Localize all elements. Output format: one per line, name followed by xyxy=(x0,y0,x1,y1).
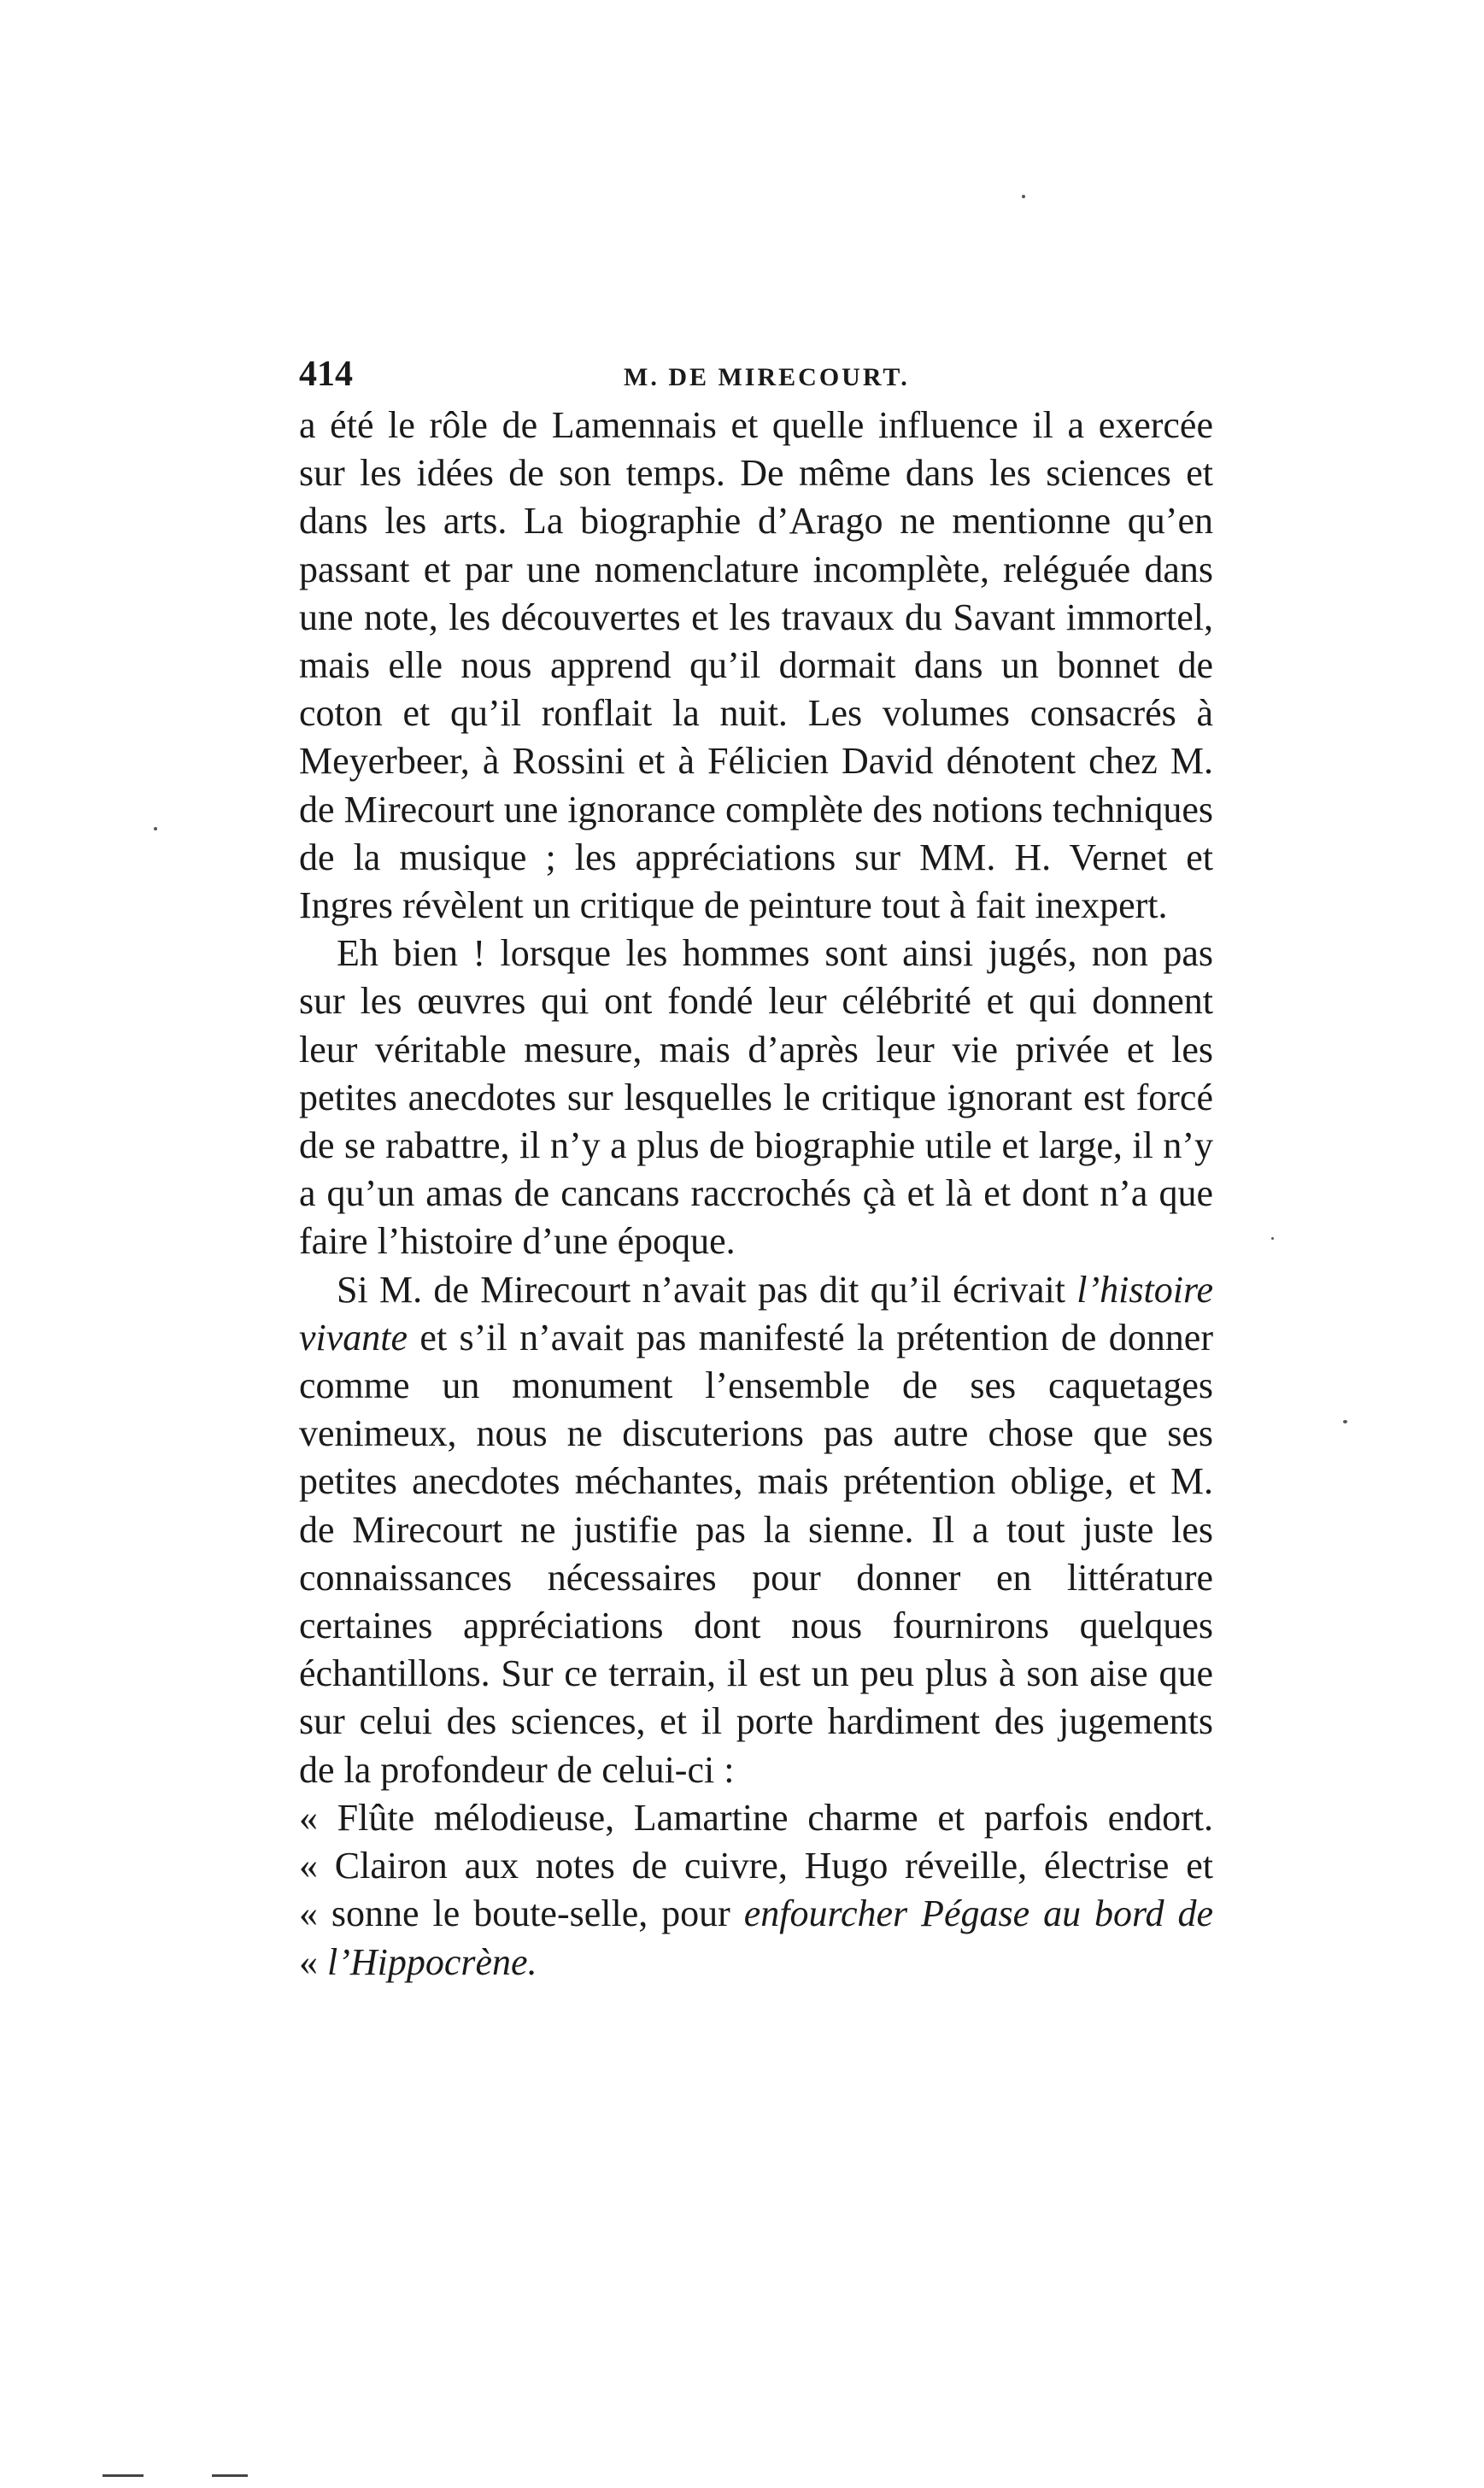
quote-line-3-italic: enfourcher Pégase au bord de xyxy=(743,1892,1213,1935)
page-edge-mark xyxy=(212,2474,248,2477)
paragraph-3 xyxy=(299,1266,1213,1794)
quote-line-2: « Clairon aux notes de cuivre, Hugo réveille, électrise et xyxy=(299,1845,1213,1887)
body-text xyxy=(299,402,1213,1986)
quote-line-3-text: « sonne le boute-selle, pour xyxy=(299,1892,744,1935)
quote-line-3 xyxy=(299,1890,1213,1938)
quotation-block xyxy=(299,1794,1213,1986)
paper-speck xyxy=(1343,1420,1347,1423)
paragraph-3-italic-phrase: l’histoire vivante xyxy=(299,1268,1213,1358)
page-number: 414 xyxy=(299,355,353,394)
quote-line-4-mark: « xyxy=(299,1940,327,1983)
paper-speck xyxy=(154,827,157,830)
quote-line-1: « Flûte mélodieuse, Lamartine charme et parfois endort. xyxy=(299,1796,1213,1839)
quote-line-4 xyxy=(299,1939,1213,1986)
page-edge-mark xyxy=(103,2474,144,2477)
quote-line-4-italic: l’Hippocrène. xyxy=(327,1940,537,1983)
paper-speck xyxy=(1271,1237,1274,1240)
paragraph-2: Eh bien ! lorsque les hommes sont ainsi jugés, non pas sur les œuvres qui ont fondé leur célébrité et qui donnent leur véritable mesure, mais d’après leur vie privée et les petites anecdotes sur lesquelles le critique ignorant est forcé de se rabattre, il n’y a plus de biographie utile et large, il n’y a qu’un amas de cancans raccrochés çà et là et dont n’a que faire l’histoire d’une époque. xyxy=(299,932,1213,1263)
running-head xyxy=(299,349,1213,400)
paragraph-3-text-start: Si M. de Mirecourt n’avait pas dit qu’il écrivait xyxy=(337,1268,1077,1311)
paragraph-1: a été le rôle de Lamennais et quelle influence il a exercée sur les idées de son temps. De même dans les sciences et dans les arts. La biographie d’Arago ne mentionne qu’en passant et par une nomenclature incomplète, reléguée dans une note, les découvertes et les travaux du Savant immortel, mais elle nous apprend qu’il dormait dans un bonnet de coton et qu’il ronflait la nuit. Les volumes consacrés à Meyerbeer, à Rossini et à Félicien David dénotent chez M. de Mirecourt une ignorance complète des notions techniques de la musique ; les appréciations sur MM. H. Vernet et Ingres révèlent un critique de peinture tout à fait inexpert. xyxy=(299,404,1213,927)
running-title: M. DE MIRECOURT. xyxy=(624,363,910,391)
paper-speck xyxy=(1022,195,1025,198)
paragraph-3-text-end: et s’il n’avait pas manifesté la prétention de donner comme un monument l’ensemble de ses caquetages venimeux, nous ne discuterions pas autre chose que ses petites anecdotes méchantes, mais prétention oblige, et M. de Mirecourt ne justifie pas la sienne. Il a tout juste les connaissances nécessaires pour donner en littérature certaines appréciations dont nous fournirons quelques échantillons. Sur ce terrain, il est un peu plus à son aise que sur celui des sciences, et il porte hardiment des jugements de la profondeur de celui-ci : xyxy=(299,1316,1213,1791)
